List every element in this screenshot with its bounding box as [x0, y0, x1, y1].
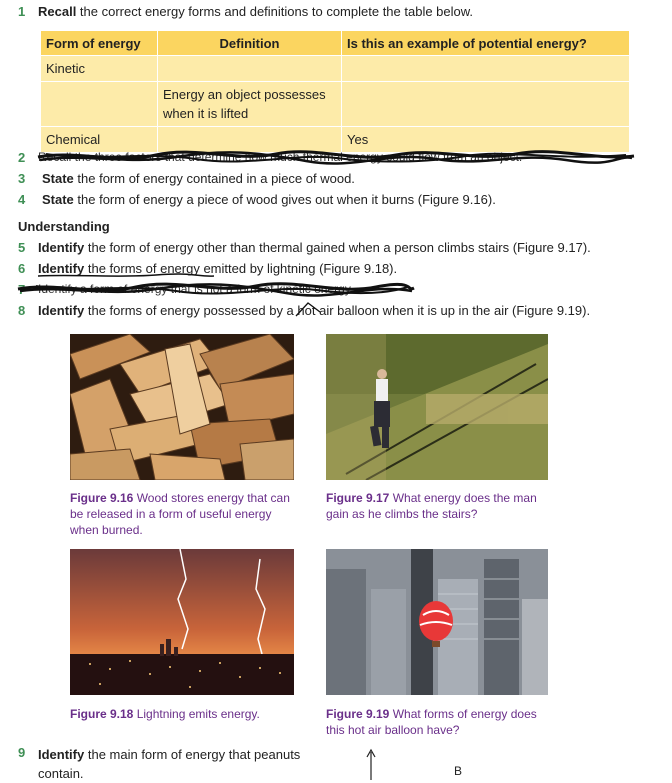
table-row — [41, 56, 630, 82]
question-8: Identify the forms of energy possessed by a hot air balloon when it is up in the air (Figure 9.19). — [38, 303, 591, 318]
lightning-photo — [70, 549, 294, 695]
question-5: Identify the form of energy other than thermal gained when a person climbs stairs (Figure 9.17). — [38, 240, 591, 255]
question-number: 8 — [18, 303, 26, 318]
question-4: State the form of energy a piece of wood gives out when it burns (Figure 9.16). — [42, 192, 496, 207]
balloon-photo — [326, 549, 548, 695]
caption-9-17: Figure 9.17 What energy does the man gain as he climbs the stairs? — [326, 491, 537, 521]
question-number: 7 — [18, 282, 26, 297]
question-number: 6 — [18, 261, 26, 276]
energy-table — [40, 30, 630, 153]
table-cell[interactable] — [342, 56, 630, 82]
arrow-up-icon — [364, 748, 378, 780]
table-cell[interactable]: Chemical — [41, 127, 158, 153]
caption-9-18: Figure 9.18 Lightning emits energy. — [70, 707, 260, 721]
question-3: State the form of energy contained in a piece of wood. — [42, 171, 355, 186]
pen-mark — [294, 300, 322, 318]
hot-air-balloon-city-image — [326, 549, 548, 695]
question-number: 3 — [18, 171, 26, 186]
table-cell[interactable]: Energy an object possesses when it is lifted — [158, 82, 342, 127]
table-cell[interactable]: Yes — [342, 127, 630, 153]
man-climbing-stairs-image — [326, 334, 548, 480]
question-number: 2 — [18, 150, 26, 165]
table-cell[interactable] — [158, 56, 342, 82]
column-header: Definition — [158, 31, 342, 56]
table-cell[interactable] — [41, 82, 158, 127]
column-header: Form of energy — [41, 31, 158, 56]
question-2: Recall the three factors that determine how much thermal energy could flow from an object. — [38, 150, 523, 164]
scribble-mark — [16, 278, 416, 300]
column-header: Is this an example of potential energy? — [342, 31, 630, 56]
question-number: 9 — [18, 745, 26, 760]
table-row — [41, 82, 630, 127]
stairs-photo — [326, 334, 548, 480]
table-cell[interactable]: Kinetic — [41, 56, 158, 82]
question-6: Identify the forms of energy emitted by lightning (Figure 9.18). — [38, 261, 398, 276]
caption-9-16: Figure 9.16 Wood stores energy that can be released in a form of useful energy when burned. — [70, 491, 290, 537]
question-number: 5 — [18, 240, 26, 255]
table-cell[interactable] — [342, 82, 630, 127]
question-1: Recall the correct energy forms and definitions to complete the table below. — [38, 4, 474, 19]
lightning-city-image — [70, 549, 294, 695]
question-9: Identify the main form of energy that peanuts contain. — [38, 747, 301, 781]
question-7: Identify a form of energy that is not a form of kinetic energy. — [38, 282, 354, 296]
wood-photo — [70, 334, 294, 480]
caption-9-19: Figure 9.19 What forms of energy does this hot air balloon have? — [326, 707, 537, 737]
scribble-mark — [36, 146, 636, 168]
margin-letter: B — [454, 764, 463, 778]
question-number: 4 — [18, 192, 26, 207]
table-header-row — [41, 31, 630, 56]
wood-pile-image — [70, 334, 294, 480]
section-heading: Understanding — [18, 219, 110, 234]
question-number: 1 — [18, 4, 26, 19]
